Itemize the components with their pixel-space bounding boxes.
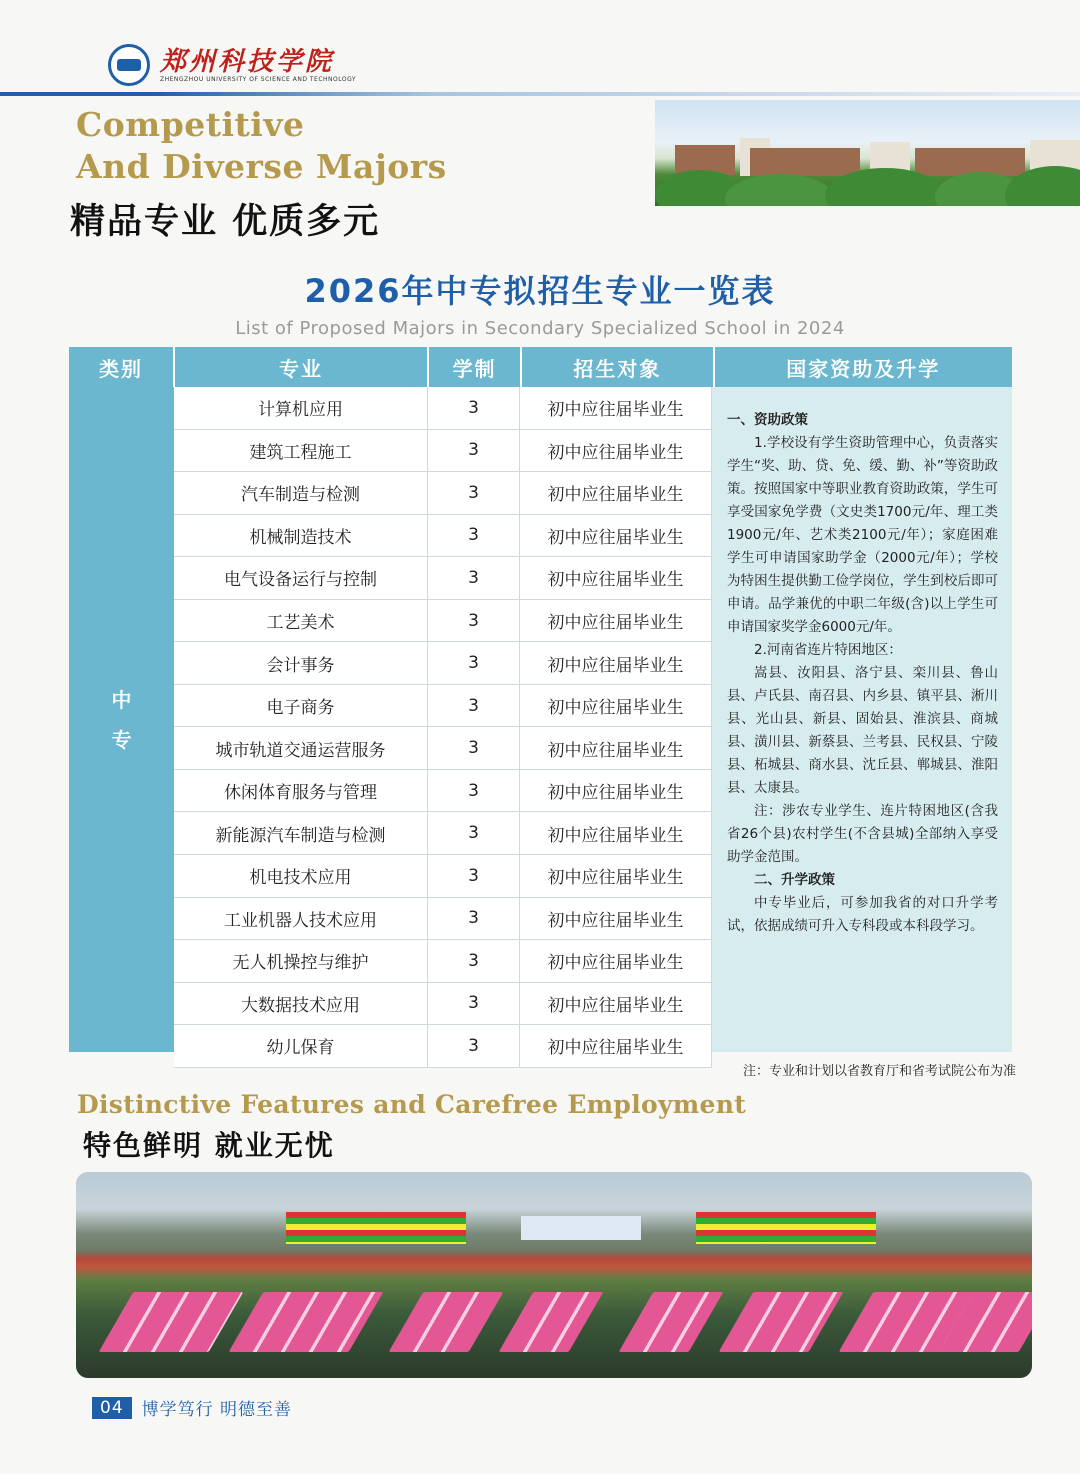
policy-heading-aid: 一、资助政策 [727, 412, 808, 428]
major-cell: 工艺美术 [174, 600, 428, 642]
policy-region-list: 嵩县、汝阳县、洛宁县、栾川县、鲁山县、卢氏县、南召县、内乡县、镇平县、淅川县、光山县、新县、固始县、淮滨县、商城县、潢川县、新蔡县、兰考县、民权县、宁陵县、柘城县、商水县、沈丘县、郸城县、淮阳县、太康县。 [727, 665, 998, 796]
major-cell: 城市轨道交通运营服务 [174, 727, 428, 769]
target-cell: 初中应往届毕业生 [520, 770, 712, 812]
major-cell: 电子商务 [174, 685, 428, 727]
years-cell: 3 [428, 600, 520, 642]
years-cell: 3 [428, 642, 520, 684]
target-cell: 初中应往届毕业生 [520, 1025, 712, 1067]
target-cell: 初中应往届毕业生 [520, 983, 712, 1025]
target-cell: 初中应往届毕业生 [520, 515, 712, 557]
table-row [174, 685, 712, 728]
school-logo [108, 44, 356, 86]
school-seal-icon [108, 44, 150, 86]
header-major: 专业 [175, 347, 429, 387]
majors-table [69, 347, 1012, 1059]
years-cell: 3 [428, 515, 520, 557]
category-char: 中 [111, 687, 132, 712]
campus-photo [655, 100, 1080, 206]
years-cell: 3 [428, 812, 520, 854]
target-cell: 初中应往届毕业生 [520, 557, 712, 599]
policy-region-note: 注：涉农专业学生、连片特困地区(含我省26个县)农村学生(不含县城)全部纳入享受助学金范围。 [727, 803, 998, 865]
header-category: 类别 [69, 347, 175, 387]
category-cell [69, 387, 174, 1052]
section-title-en-line2: And Diverse Majors [76, 147, 447, 186]
target-cell: 初中应往届毕业生 [520, 642, 712, 684]
header-divider [0, 92, 1080, 96]
table-rows [174, 387, 712, 1068]
table-row [174, 940, 712, 983]
table-row [174, 1025, 712, 1068]
policy-region-heading: 2.河南省连片特困地区： [754, 642, 902, 658]
job-fair-photo [76, 1172, 1032, 1378]
target-cell: 初中应往届毕业生 [520, 898, 712, 940]
section2-title-cn: 特色鲜明 就业无忧 [83, 1129, 335, 1162]
major-cell: 建筑工程施工 [174, 430, 428, 472]
years-cell: 3 [428, 472, 520, 514]
category-char: 专 [111, 727, 132, 752]
major-cell: 无人机操控与维护 [174, 940, 428, 982]
table-row [174, 515, 712, 558]
years-cell: 3 [428, 770, 520, 812]
table-subtitle: List of Proposed Majors in Secondary Specialized School in 2024 [235, 318, 845, 339]
major-cell: 大数据技术应用 [174, 983, 428, 1025]
table-row [174, 600, 712, 643]
header-years: 学制 [429, 347, 522, 387]
table-row [174, 898, 712, 941]
table-title: 2026年中专拟招生专业一览表 [304, 272, 776, 310]
major-cell: 工业机器人技术应用 [174, 898, 428, 940]
table-row [174, 770, 712, 813]
table-row [174, 727, 712, 770]
target-cell: 初中应往届毕业生 [520, 940, 712, 982]
years-cell: 3 [428, 430, 520, 472]
table-row [174, 430, 712, 473]
header-target: 招生对象 [522, 347, 714, 387]
years-cell: 3 [428, 983, 520, 1025]
target-cell: 初中应往届毕业生 [520, 812, 712, 854]
table-row [174, 983, 712, 1026]
table-row [174, 812, 712, 855]
section2-title-en: Distinctive Features and Carefree Employment [77, 1090, 747, 1119]
page-number: 04 [92, 1397, 132, 1419]
years-cell: 3 [428, 727, 520, 769]
years-cell: 3 [428, 855, 520, 897]
years-cell: 3 [428, 898, 520, 940]
school-name-en: ZHENGZHOU UNIVERSITY OF SCIENCE AND TECHNOLOGY [160, 75, 357, 83]
table-row [174, 557, 712, 600]
target-cell: 初中应往届毕业生 [520, 685, 712, 727]
section-title-en-line1: Competitive [76, 105, 305, 144]
target-cell: 初中应往届毕业生 [520, 472, 712, 514]
major-cell: 会计事务 [174, 642, 428, 684]
major-cell: 幼儿保育 [174, 1025, 428, 1067]
years-cell: 3 [428, 1025, 520, 1067]
major-cell: 计算机应用 [174, 387, 428, 429]
major-cell: 新能源汽车制造与检测 [174, 812, 428, 854]
table-header-row [69, 347, 1012, 387]
table-row [174, 472, 712, 515]
target-cell: 初中应往届毕业生 [520, 600, 712, 642]
major-cell: 电气设备运行与控制 [174, 557, 428, 599]
major-cell: 机电技术应用 [174, 855, 428, 897]
target-cell: 初中应往届毕业生 [520, 855, 712, 897]
school-motto: 博学笃行 明德至善 [141, 1400, 293, 1420]
table-row [174, 642, 712, 685]
major-cell: 汽车制造与检测 [174, 472, 428, 514]
policy-cell [712, 387, 1012, 1052]
target-cell: 初中应往届毕业生 [520, 727, 712, 769]
policy-further-text: 中专毕业后，可参加我省的对口升学考试，依据成绩可升入专科段或本科段学习。 [727, 895, 998, 934]
policy-aid-text: 1.学校设有学生资助管理中心，负责落实学生“奖、助、贷、免、缓、勤、补”等资助政策。按照国家中等职业教育资助政策，学生可享受国家免学费（文史类1700元/年、理工类1900元/年、艺术类2100元/年）；家庭困难学生可申请国家助学金（2000元/年）；学校为特困生提供勤工俭学岗位，学生到校后即可申请。品学兼优的中职二年级(含)以上学生可申请国家奖学金6000元/年。 [727, 435, 998, 635]
school-name-cn: 郑州科技学院 [160, 46, 335, 77]
years-cell: 3 [428, 940, 520, 982]
table-row [174, 855, 712, 898]
years-cell: 3 [428, 685, 520, 727]
major-cell: 机械制造技术 [174, 515, 428, 557]
target-cell: 初中应往届毕业生 [520, 430, 712, 472]
table-footnote: 注：专业和计划以省教育厅和省考试院公布为准 [742, 1064, 1016, 1079]
target-cell: 初中应往届毕业生 [520, 387, 712, 429]
years-cell: 3 [428, 387, 520, 429]
page-footer [92, 1395, 292, 1420]
section-title-cn: 精品专业 优质多元 [70, 202, 381, 242]
major-cell: 休闲体育服务与管理 [174, 770, 428, 812]
header-policy: 国家资助及升学 [786, 356, 941, 381]
policy-heading-further: 二、升学政策 [754, 872, 835, 888]
years-cell: 3 [428, 557, 520, 599]
table-row [174, 387, 712, 430]
